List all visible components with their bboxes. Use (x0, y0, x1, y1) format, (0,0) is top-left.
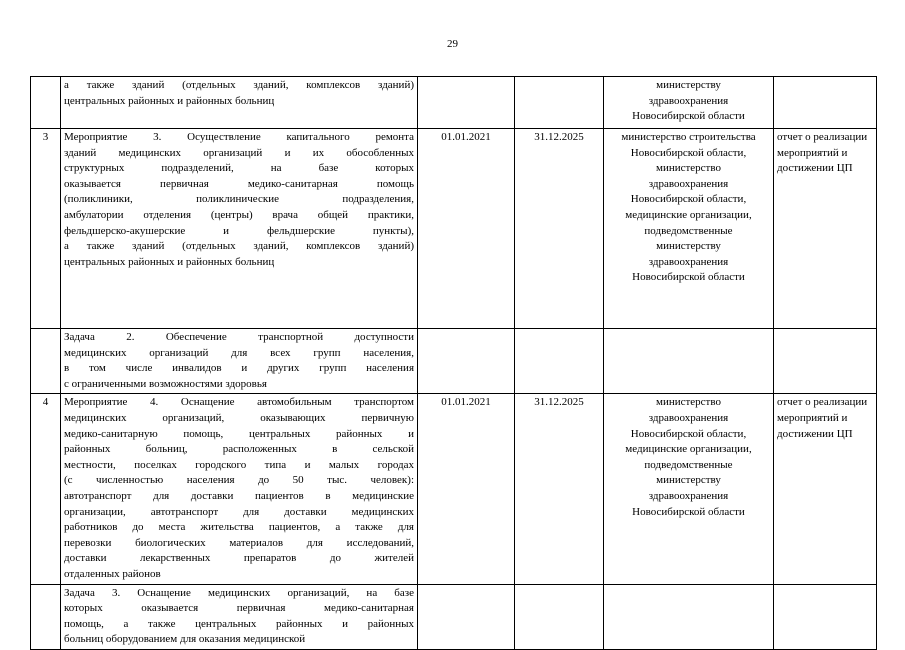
description-line: перевозки биологических материалов для исследований, (64, 536, 414, 549)
executor-line: Новосибирской области (632, 110, 745, 123)
description-line: структурных подразделений, на базе которых (64, 162, 414, 175)
start-date-cell (418, 77, 515, 129)
row-number-cell (31, 77, 61, 129)
executor-line: здравоохранения (648, 94, 729, 107)
description-line: медицинских организаций для всех групп населения, (64, 346, 414, 359)
executor-line: министерству (656, 240, 721, 253)
executor-line: медицинские организации, (625, 208, 752, 221)
start-date-cell: 01.01.2021 (418, 129, 515, 329)
table-row (31, 129, 877, 329)
report-line: достижении ЦП (777, 162, 853, 175)
report-cell (774, 394, 877, 584)
description-line: Задача 2. Обеспечение транспортной доступности (64, 331, 414, 343)
executor-line: Новосибирской области, (630, 193, 747, 206)
executor-line: Новосибирской области, (630, 146, 747, 159)
executor-line: Новосибирской области, (630, 427, 747, 440)
description-line: доставки лекарственных препаратов до жителей (64, 552, 414, 565)
measures-table (30, 76, 877, 650)
executor-cell (604, 394, 774, 584)
executor-line: министерству (656, 474, 721, 487)
report-line: отчет о реализации (777, 396, 868, 409)
executor-cell (604, 129, 774, 329)
executor-line: министерство (655, 396, 721, 409)
description-cell (61, 394, 418, 584)
report-line: мероприятий и (777, 146, 848, 159)
description-line: (поликлиники, поликлинические подразделения, (64, 193, 414, 206)
description-line: центральных районных и районных больниц (64, 94, 275, 107)
start-date-cell: 01.01.2021 (418, 394, 515, 584)
description-line: работников до места жительства пациентов, а также для (64, 521, 414, 534)
description-line: помощь, а также центральных районных и районных (64, 617, 414, 630)
executor-line: подведомственные (644, 458, 733, 471)
description-line: медицинских организаций, оказывающих первичную (64, 411, 414, 424)
report-cell (774, 329, 877, 394)
description-line: амбулатории отделения (центры) врача общей практики, (64, 208, 414, 221)
executor-line: здравоохранения (648, 411, 729, 424)
report-line: достижении ЦП (777, 427, 853, 440)
executor-line: министерство (655, 162, 721, 175)
table-row (31, 329, 877, 394)
report-cell (774, 77, 877, 129)
description-line: медико-санитарную помощь, центральных районных и (64, 427, 414, 440)
description-cell (61, 77, 418, 129)
description-line: отдаленных районов (64, 567, 161, 580)
description-line: зданий медицинских организаций и их обособленных (64, 146, 414, 159)
executor-line: здравоохранения (648, 255, 729, 268)
executor-line: здравоохранения (648, 489, 729, 502)
row-number-cell: 3 (31, 129, 61, 329)
description-line: больниц оборудованием для оказания медицинской (64, 633, 306, 646)
executor-line: медицинские организации, (625, 443, 752, 456)
description-cell (61, 329, 418, 394)
end-date-cell (515, 329, 604, 394)
end-date-cell: 31.12.2025 (515, 129, 604, 329)
report-cell (774, 129, 877, 329)
description-line: организации, автотранспорт для доставки медицинских (64, 505, 414, 518)
description-line: (с численностью населения до 50 тыс. человек): (64, 474, 414, 487)
description-line: автотранспорт для доставки пациентов в медицинские (64, 489, 414, 502)
description-line: которых оказывается первичная медико-санитарная (64, 602, 414, 615)
executor-line: Новосибирской области (632, 505, 745, 518)
description-line: Задача 3. Оснащение медицинских организаций, на базе (64, 586, 414, 599)
executor-line: Новосибирской области (632, 271, 745, 284)
description-line: Мероприятие 4. Оснащение автомобильным транспортом (64, 396, 414, 409)
executor-cell (604, 329, 774, 394)
description-line: местности, поселках городского типа и малых городах (64, 458, 414, 471)
report-line: мероприятий и (777, 411, 848, 424)
description-line: центральных районных и районных больниц (64, 255, 275, 268)
description-cell (61, 129, 418, 329)
executor-line: министерство строительства (621, 131, 756, 143)
report-line: отчет о реализации (777, 131, 868, 143)
description-line: а также зданий (отдельных зданий, комплексов зданий) (64, 240, 414, 253)
executor-line: министерству (656, 79, 721, 91)
description-line: районных больниц, расположенных в сельской (64, 443, 414, 456)
description-line: в том числе инвалидов и других групп населения (64, 362, 414, 375)
description-line: а также зданий (отдельных зданий, комплексов зданий) (64, 79, 414, 91)
row-number-cell (31, 329, 61, 394)
start-date-cell (418, 329, 515, 394)
executor-cell (604, 77, 774, 129)
executor-line: подведомственные (644, 224, 733, 237)
description-line: Мероприятие 3. Осуществление капитального ремонта (64, 131, 414, 143)
end-date-cell (515, 77, 604, 129)
description-line: фельдшерско-акушерские и фельдшерские пункты), (64, 224, 414, 237)
end-date-cell: 31.12.2025 (515, 394, 604, 584)
description-line: с ограниченными возможностями здоровья (64, 377, 267, 390)
row-number-cell: 4 (31, 394, 61, 584)
table-row (31, 77, 877, 129)
executor-line: здравоохранения (648, 177, 729, 190)
description-line: оказывается первичная медико-санитарная помощь (64, 177, 414, 190)
page-number: 29 (447, 38, 458, 50)
table-row (31, 394, 877, 584)
